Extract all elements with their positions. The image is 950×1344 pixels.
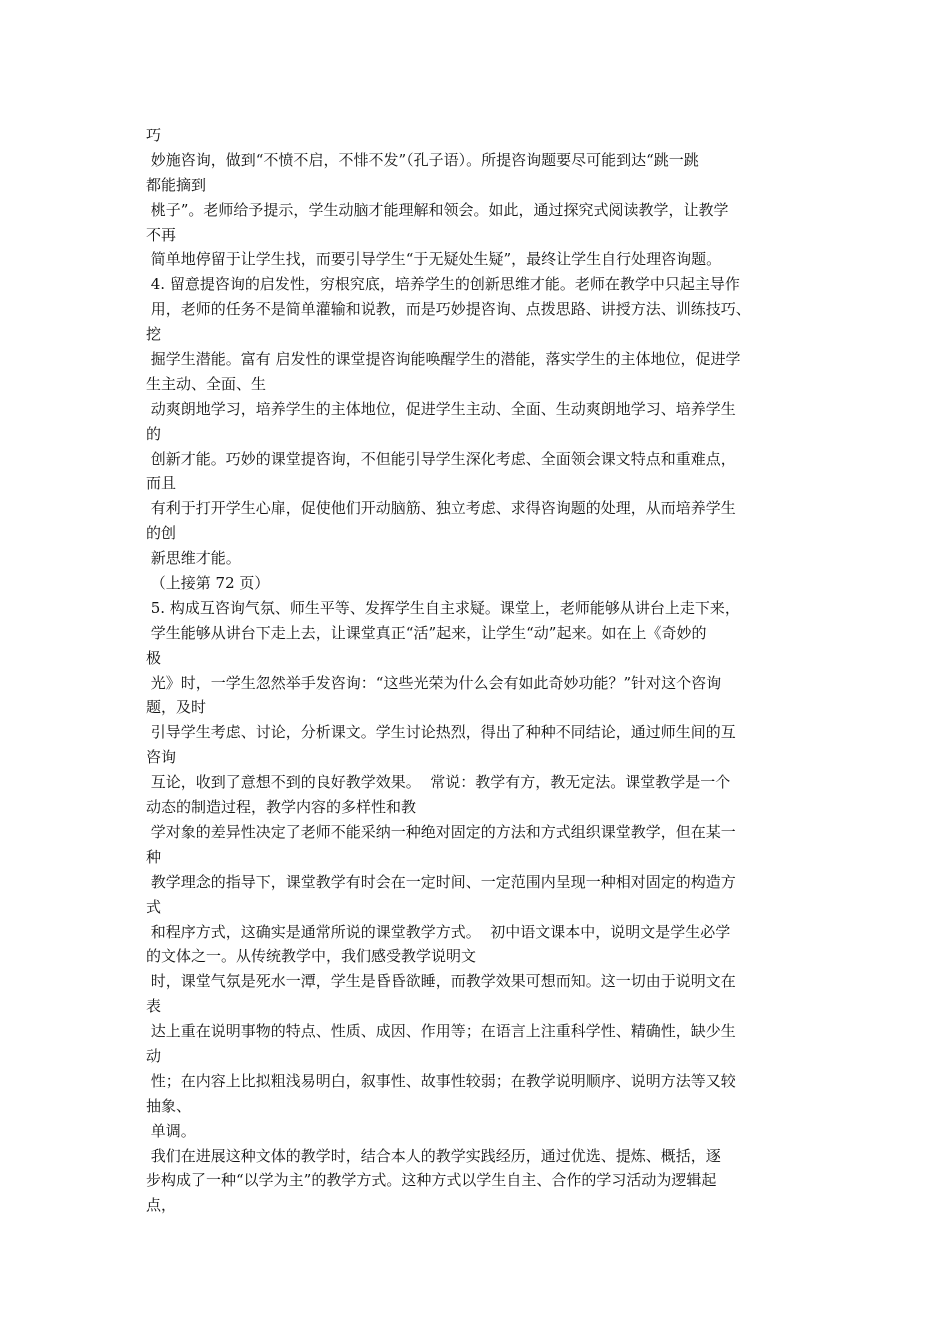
text-line: 而且 <box>146 474 177 493</box>
text-line: 都能摘到 <box>146 175 207 194</box>
text-line: 简单地停留于让学生找，而要引导学生“于无疑处生疑”，最终让学生自行处理咨询题。 <box>146 250 722 269</box>
text-line: 巧 <box>146 126 162 144</box>
text-line: 5. 构成互咨询气氛、师生平等、发挥学生自主求疑。课堂上，老师能够从讲台上走下来， <box>146 598 740 617</box>
text-line: 动态的制造过程，教学内容的多样性和教 <box>146 798 417 817</box>
text-line: 式 <box>146 897 162 916</box>
text-line: 生主动、全面、生 <box>146 374 267 393</box>
text-line: 达上重在说明事物的特点、性质、成因、作用等；在语言上注重科学性、精确性，缺少生 <box>146 1022 736 1041</box>
text-line: 抽象、 <box>146 1096 192 1115</box>
text-line: 单调。 <box>146 1121 196 1140</box>
text-line: 种 <box>146 847 162 866</box>
text-line: 的创 <box>146 524 177 543</box>
text-line: 咨询 <box>146 748 177 767</box>
text-line: 新思维才能。 <box>146 549 241 568</box>
text-line: 步构成了一种“以学为主”的教学方式。这种方式以学生自主、合作的学习活动为逻辑起 <box>146 1171 717 1190</box>
text-line: 和程序方式，这确实是通常所说的课堂教学方式。 初中语文课本中，说明文是学生必学 <box>146 922 731 941</box>
body-text <box>146 123 826 1218</box>
text-line: 的文体之一。从传统教学中，我们感受教学说明文 <box>146 947 477 966</box>
text-line: 极 <box>146 648 162 667</box>
text-line: 创新才能。巧妙的课堂提咨询，不但能引导学生深化考虑、全面领会课文特点和重难点， <box>146 449 736 468</box>
text-line: 的 <box>146 424 162 443</box>
text-line: 用，老师的任务不是简单灌输和说教，而是巧妙提咨询、点拨思路、讲授方法、训练技巧、 <box>146 300 751 319</box>
text-line: 有利于打开学生心扉，促使他们开动脑筋、独立考虑、求得咨询题的处理，从而培养学生 <box>146 499 736 518</box>
text-line: 互论，收到了意想不到的良好教学效果。 常说：教学有方，教无定法。课堂教学是一个 <box>146 773 731 792</box>
text-line: 光》时，一学生忽然举手发咨询：“这些光荣为什么会有如此奇妙功能？”针对这个咨询 <box>146 673 722 692</box>
text-line: 桃子”。老师给予提示，学生动脑才能理解和领会。如此，通过探究式阅读教学，让教学 <box>146 200 729 219</box>
text-line: （上接第 72 页） <box>146 574 270 593</box>
text-line: 我们在进展这种文体的教学时，结合本人的教学实践经历，通过优选、提炼、概括，逐 <box>146 1146 721 1165</box>
text-line: 妙施咨询，做到“不愤不启，不悱不发”（孔子语）。所提咨询题要尽可能到达“跳一跳 <box>146 150 699 169</box>
text-line: 挖 <box>146 325 162 344</box>
text-line: 时，课堂气氛是死水一潭，学生是昏昏欲睡，而教学效果可想而知。这一切由于说明文在 <box>146 972 736 991</box>
text-line: 不再 <box>146 225 177 244</box>
text-line: 学对象的差异性决定了老师不能采纳一种绝对固定的方法和方式组织课堂教学，但在某一 <box>146 822 736 841</box>
text-line: 性；在内容上比拟粗浅易明白，叙事性、故事性较弱；在教学说明顺序、说明方法等又较 <box>146 1071 736 1090</box>
text-line: 4. 留意提咨询的启发性，穷根究底，培养学生的创新思维才能。老师在教学中只起主导作 <box>146 275 740 294</box>
text-line: 动爽朗地学习，培养学生的主体地位，促进学生主动、全面、生动爽朗地学习、培养学生 <box>146 399 736 418</box>
text-line: 表 <box>146 997 162 1016</box>
text-line: 学生能够从讲台下走上去，让课堂真正“活”起来，让学生“动”起来。如在上《奇妙的 <box>146 623 707 642</box>
text-line: 教学理念的指导下，课堂教学有时会在一定时间、一定范围内呈现一种相对固定的构造方 <box>146 872 736 891</box>
text-line: 题，及时 <box>146 698 207 717</box>
text-line: 点， <box>146 1196 177 1215</box>
text-line: 掘学生潜能。富有 启发性的课堂提咨询能唤醒学生的潜能，落实学生的主体地位，促进学 <box>146 350 741 369</box>
text-line: 动 <box>146 1046 162 1065</box>
text-line: 引导学生考虑、讨论，分析课文。学生讨论热烈，得出了种种不同结论，通过师生间的互 <box>146 723 736 742</box>
